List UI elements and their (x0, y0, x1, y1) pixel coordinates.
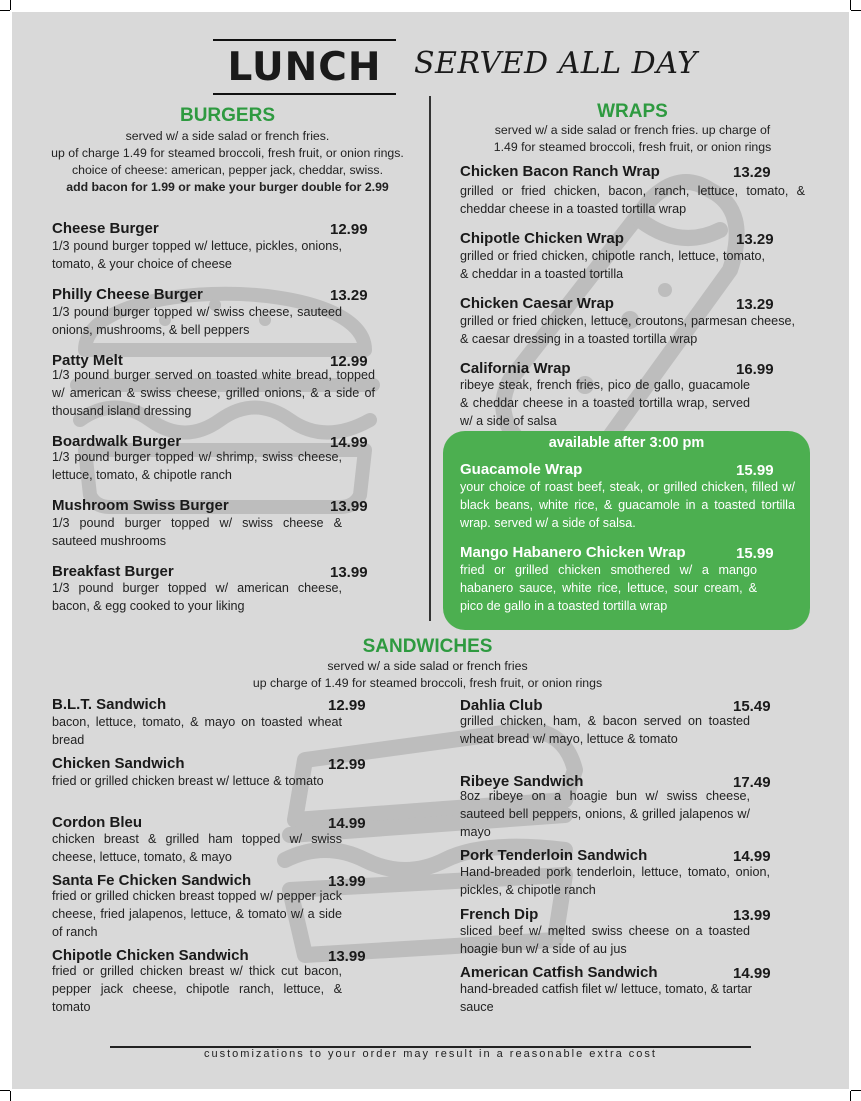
menu-item-price: 13.99 (328, 873, 366, 890)
crop-mark (850, 0, 851, 10)
crop-mark (10, 1091, 11, 1101)
burgers-note: up of charge 1.49 for steamed broccoli, fresh fruit, or onion rings. (51, 146, 404, 160)
menu-item-desc: grilled or fried chicken, chipotle ranch, lettuce, tomato, & cheddar in a toasted tortilla (460, 249, 765, 281)
menu-item-desc: 1/3 pound burger topped w/ american cheese, bacon, & egg cooked to your liking (52, 581, 342, 613)
crop-mark (0, 1090, 10, 1091)
menu-item-price: 14.99 (733, 965, 771, 982)
menu-item-price: 12.99 (328, 697, 366, 714)
menu-item-name: Chicken Bacon Ranch Wrap (460, 163, 660, 180)
menu-item-desc: 1/3 pound burger topped w/ shrimp, swiss cheese, lettuce, tomato, & chipotle ranch (52, 450, 342, 482)
crop-mark (850, 1091, 851, 1101)
menu-item-name: Cheese Burger (52, 220, 159, 237)
burgers-note: served w/ a side salad or french fries. (125, 129, 330, 143)
sandwiches-notes (180, 658, 675, 692)
menu-item-desc: fried or grilled chicken smothered w/ a mango habanero sauce, white rice, lettuce, sour cream, & pico de gallo in a toasted tortilla wrap (460, 563, 757, 613)
menu-item-price: 15.49 (733, 698, 771, 715)
menu-item-desc: fried or grilled chicken breast topped w/ pepper jack cheese, fried jalapenos, lettuce, & tomato w/ a side of ranch (52, 889, 342, 939)
menu-item-name: Ribeye Sandwich (460, 773, 584, 790)
menu-item-price: 13.99 (733, 907, 771, 924)
menu-item-price: 13.99 (330, 498, 368, 515)
menu-item-desc: Hand-breaded pork tenderloin, lettuce, tomato, onion, pickles, & chipotle ranch (460, 865, 770, 897)
menu-item-desc: fried or grilled chicken breast w/ lettuce & tomato (52, 774, 324, 788)
menu-item-price: 13.29 (733, 164, 771, 181)
menu-item-price: 13.29 (330, 287, 368, 304)
menu-item-desc: 1/3 pound burger served on toasted white bread, topped w/ american & swiss cheese, grilled onions, & a side of thousand island dressing (52, 368, 375, 418)
wraps-note: 1.49 for steamed broccoli, fresh fruit, or onion rings (493, 140, 772, 154)
sandwiches-note: up charge of 1.49 for steamed broccoli, fresh fruit, or onion rings (252, 676, 603, 690)
menu-item-price: 13.99 (330, 564, 368, 581)
menu-item-name: Santa Fe Chicken Sandwich (52, 872, 252, 889)
menu-item-desc: sliced beef w/ melted swiss cheese on a toasted hoagie bun w/ a side of au jus (460, 924, 750, 956)
menu-item-price: 14.99 (330, 434, 368, 451)
menu-item-name: Mushroom Swiss Burger (52, 497, 229, 514)
sandwiches-heading: SANDWICHES (362, 636, 493, 657)
menu-item-desc: hand-breaded catfish filet w/ lettuce, tomato, & tartar sauce (460, 982, 752, 1014)
menu-item-name: California Wrap (460, 360, 571, 377)
menu-item-price: 16.99 (736, 361, 774, 378)
menu-item-name: Boardwalk Burger (52, 433, 182, 450)
menu-item-name: Chipotle Chicken Sandwich (52, 947, 249, 964)
menu-item-price: 14.99 (733, 848, 771, 865)
menu-item-name: American Catfish Sandwich (460, 964, 658, 981)
title-box (213, 39, 396, 95)
menu-item-desc: 1/3 pound burger topped w/ swiss cheese & sauteed mushrooms (52, 516, 342, 548)
burgers-notes (20, 128, 435, 196)
menu-item-desc: 1/3 pound burger topped w/ swiss cheese, sauteed onions, mushrooms, & bell peppers (52, 305, 342, 337)
crop-mark (851, 10, 861, 11)
menu-item-price: 17.49 (733, 774, 771, 791)
menu-item-desc: bacon, lettuce, tomato, & mayo on toasted wheat bread (52, 715, 342, 747)
menu-item-name: Patty Melt (52, 352, 123, 369)
menu-item-name: Cordon Bleu (52, 814, 142, 831)
burgers-note: choice of cheese: american, pepper jack, cheddar, swiss. (71, 163, 383, 177)
page-title: LUNCH (227, 45, 382, 90)
menu-item-price: 14.99 (328, 815, 366, 832)
menu-item-name: Mango Habanero Chicken Wrap (460, 544, 686, 561)
menu-item-price: 13.99 (328, 948, 366, 965)
menu-item-name: Guacamole Wrap (460, 461, 583, 478)
menu-item-desc: grilled or fried chicken, bacon, ranch, lettuce, tomato, & cheddar cheese in a toasted tortilla wrap (460, 184, 805, 216)
evening-specials-heading: available after 3:00 pm (548, 435, 705, 451)
menu-item-desc: 8oz ribeye on a hoagie bun w/ swiss cheese, sauteed bell peppers, onions, & grilled jalapenos w/ mayo (460, 789, 750, 839)
burgers-note: add bacon for 1.99 or make your burger double for 2.99 (66, 180, 389, 194)
menu-item-desc: 1/3 pound burger topped w/ lettuce, pickles, onions, tomato, & your choice of cheese (52, 239, 342, 271)
crop-mark (0, 10, 10, 11)
crop-mark (851, 1090, 861, 1091)
menu-item-name: Dahlia Club (460, 697, 543, 714)
menu-item-price: 12.99 (330, 221, 368, 238)
menu-item-name: Chipotle Chicken Wrap (460, 230, 624, 247)
menu-item-name: Breakfast Burger (52, 563, 174, 580)
menu-item-desc: your choice of roast beef, steak, or grilled chicken, filled w/ black beans, white rice, & guacamole in a toasted tortilla wrap. served w/ a side of salsa. (460, 480, 795, 530)
menu-item-desc: grilled or fried chicken, lettuce, croutons, parmesan cheese, & caesar dressing in a toasted tortilla wrap (460, 314, 795, 346)
menu-item-price: 12.99 (330, 353, 368, 370)
crop-mark (10, 0, 11, 10)
menu-item-desc: grilled chicken, ham, & bacon served on toasted wheat bread w/ mayo, lettuce & tomato (460, 714, 750, 746)
wraps-heading: WRAPS (597, 101, 668, 122)
menu-item-price: 15.99 (736, 545, 774, 562)
menu-item-price: 12.99 (328, 756, 366, 773)
menu-item-price: 13.29 (736, 231, 774, 248)
page-subtitle: SERVED ALL DAY (414, 46, 698, 81)
evening-specials-box (443, 431, 810, 630)
menu-item-desc: ribeye steak, french fries, pico de gallo, guacamole & cheddar cheese in a toasted tortilla wrap, served w/ a side of salsa (460, 378, 750, 428)
menu-item-price: 15.99 (736, 462, 774, 479)
burgers-heading: BURGERS (179, 105, 275, 126)
footer-note: customizations to your order may result in a reasonable extra cost (204, 1048, 657, 1060)
menu-item-desc: chicken breast & grilled ham topped w/ swiss cheese, lettuce, tomato, & mayo (52, 832, 342, 864)
menu-item-name: B.L.T. Sandwich (52, 696, 167, 713)
menu-item-name: Pork Tenderloin Sandwich (460, 847, 648, 864)
wraps-notes (440, 122, 825, 156)
menu-item-name: Philly Cheese Burger (52, 286, 203, 303)
sandwiches-note: served w/ a side salad or french fries (327, 659, 528, 673)
menu-item-name: French Dip (460, 906, 539, 923)
menu-item-price: 13.29 (736, 296, 774, 313)
menu-item-name: Chicken Caesar Wrap (460, 295, 614, 312)
menu-item-desc: fried or grilled chicken breast w/ thick cut bacon, pepper jack cheese, chipotle ranch, lettuce, & tomato (52, 964, 342, 1014)
wraps-note: served w/ a side salad or french fries. up charge of (494, 123, 771, 137)
menu-item-name: Chicken Sandwich (52, 755, 185, 772)
